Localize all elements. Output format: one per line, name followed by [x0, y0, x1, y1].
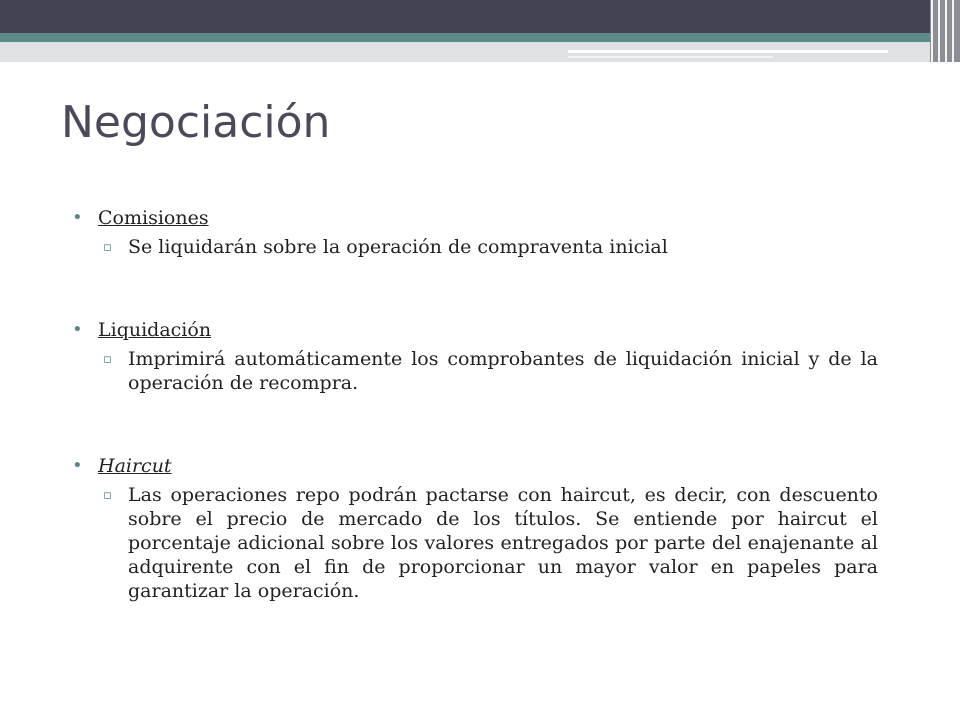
section-label: Haircut [98, 455, 172, 477]
bullet-item-liquidacion [72, 317, 878, 343]
bullet-item-haircut [72, 453, 878, 479]
sub-bullet-item [72, 347, 878, 395]
slide-content [72, 205, 878, 603]
bullet-dot-icon: • [72, 319, 83, 340]
header-highlight-strip [568, 50, 888, 53]
header-band-dark [0, 0, 960, 33]
sub-bullet-text: Se liquidarán sobre la operación de compraventa inicial [128, 236, 668, 258]
square-bullet-icon: ▫ [103, 352, 112, 367]
slide-title: Negociación [61, 97, 331, 148]
section-label: Comisiones [98, 207, 209, 229]
bullet-dot-icon: • [72, 207, 83, 228]
header-edge-line [938, 0, 940, 62]
bullet-item-comisiones [72, 205, 878, 231]
section-label: Liquidación [98, 319, 212, 341]
header-band-teal [0, 33, 960, 42]
header-edge-line [952, 0, 954, 62]
sub-bullet-item [72, 483, 878, 603]
header-edge-line [931, 0, 933, 62]
sub-bullet-text: Las operaciones repo podrán pactarse con haircut, es decir, con descuento sobre el precio de mercado de los títulos. Se entiende por haircut el porcentaje adicional sobre los valores entregados por parte del enajenante al adquirente con el fin de proporcionar un mayor valor en papeles para garantizar la operación. [128, 484, 878, 602]
header-edge-line [945, 0, 947, 62]
bullet-dot-icon: • [72, 455, 83, 476]
square-bullet-icon: ▫ [103, 240, 112, 255]
sub-bullet-text: Imprimirá automáticamente los comprobantes de liquidación inicial y de la operación de recompra. [128, 348, 878, 394]
header-highlight-strip-secondary [568, 56, 773, 58]
sub-bullet-item [72, 235, 878, 259]
square-bullet-icon: ▫ [103, 488, 112, 503]
